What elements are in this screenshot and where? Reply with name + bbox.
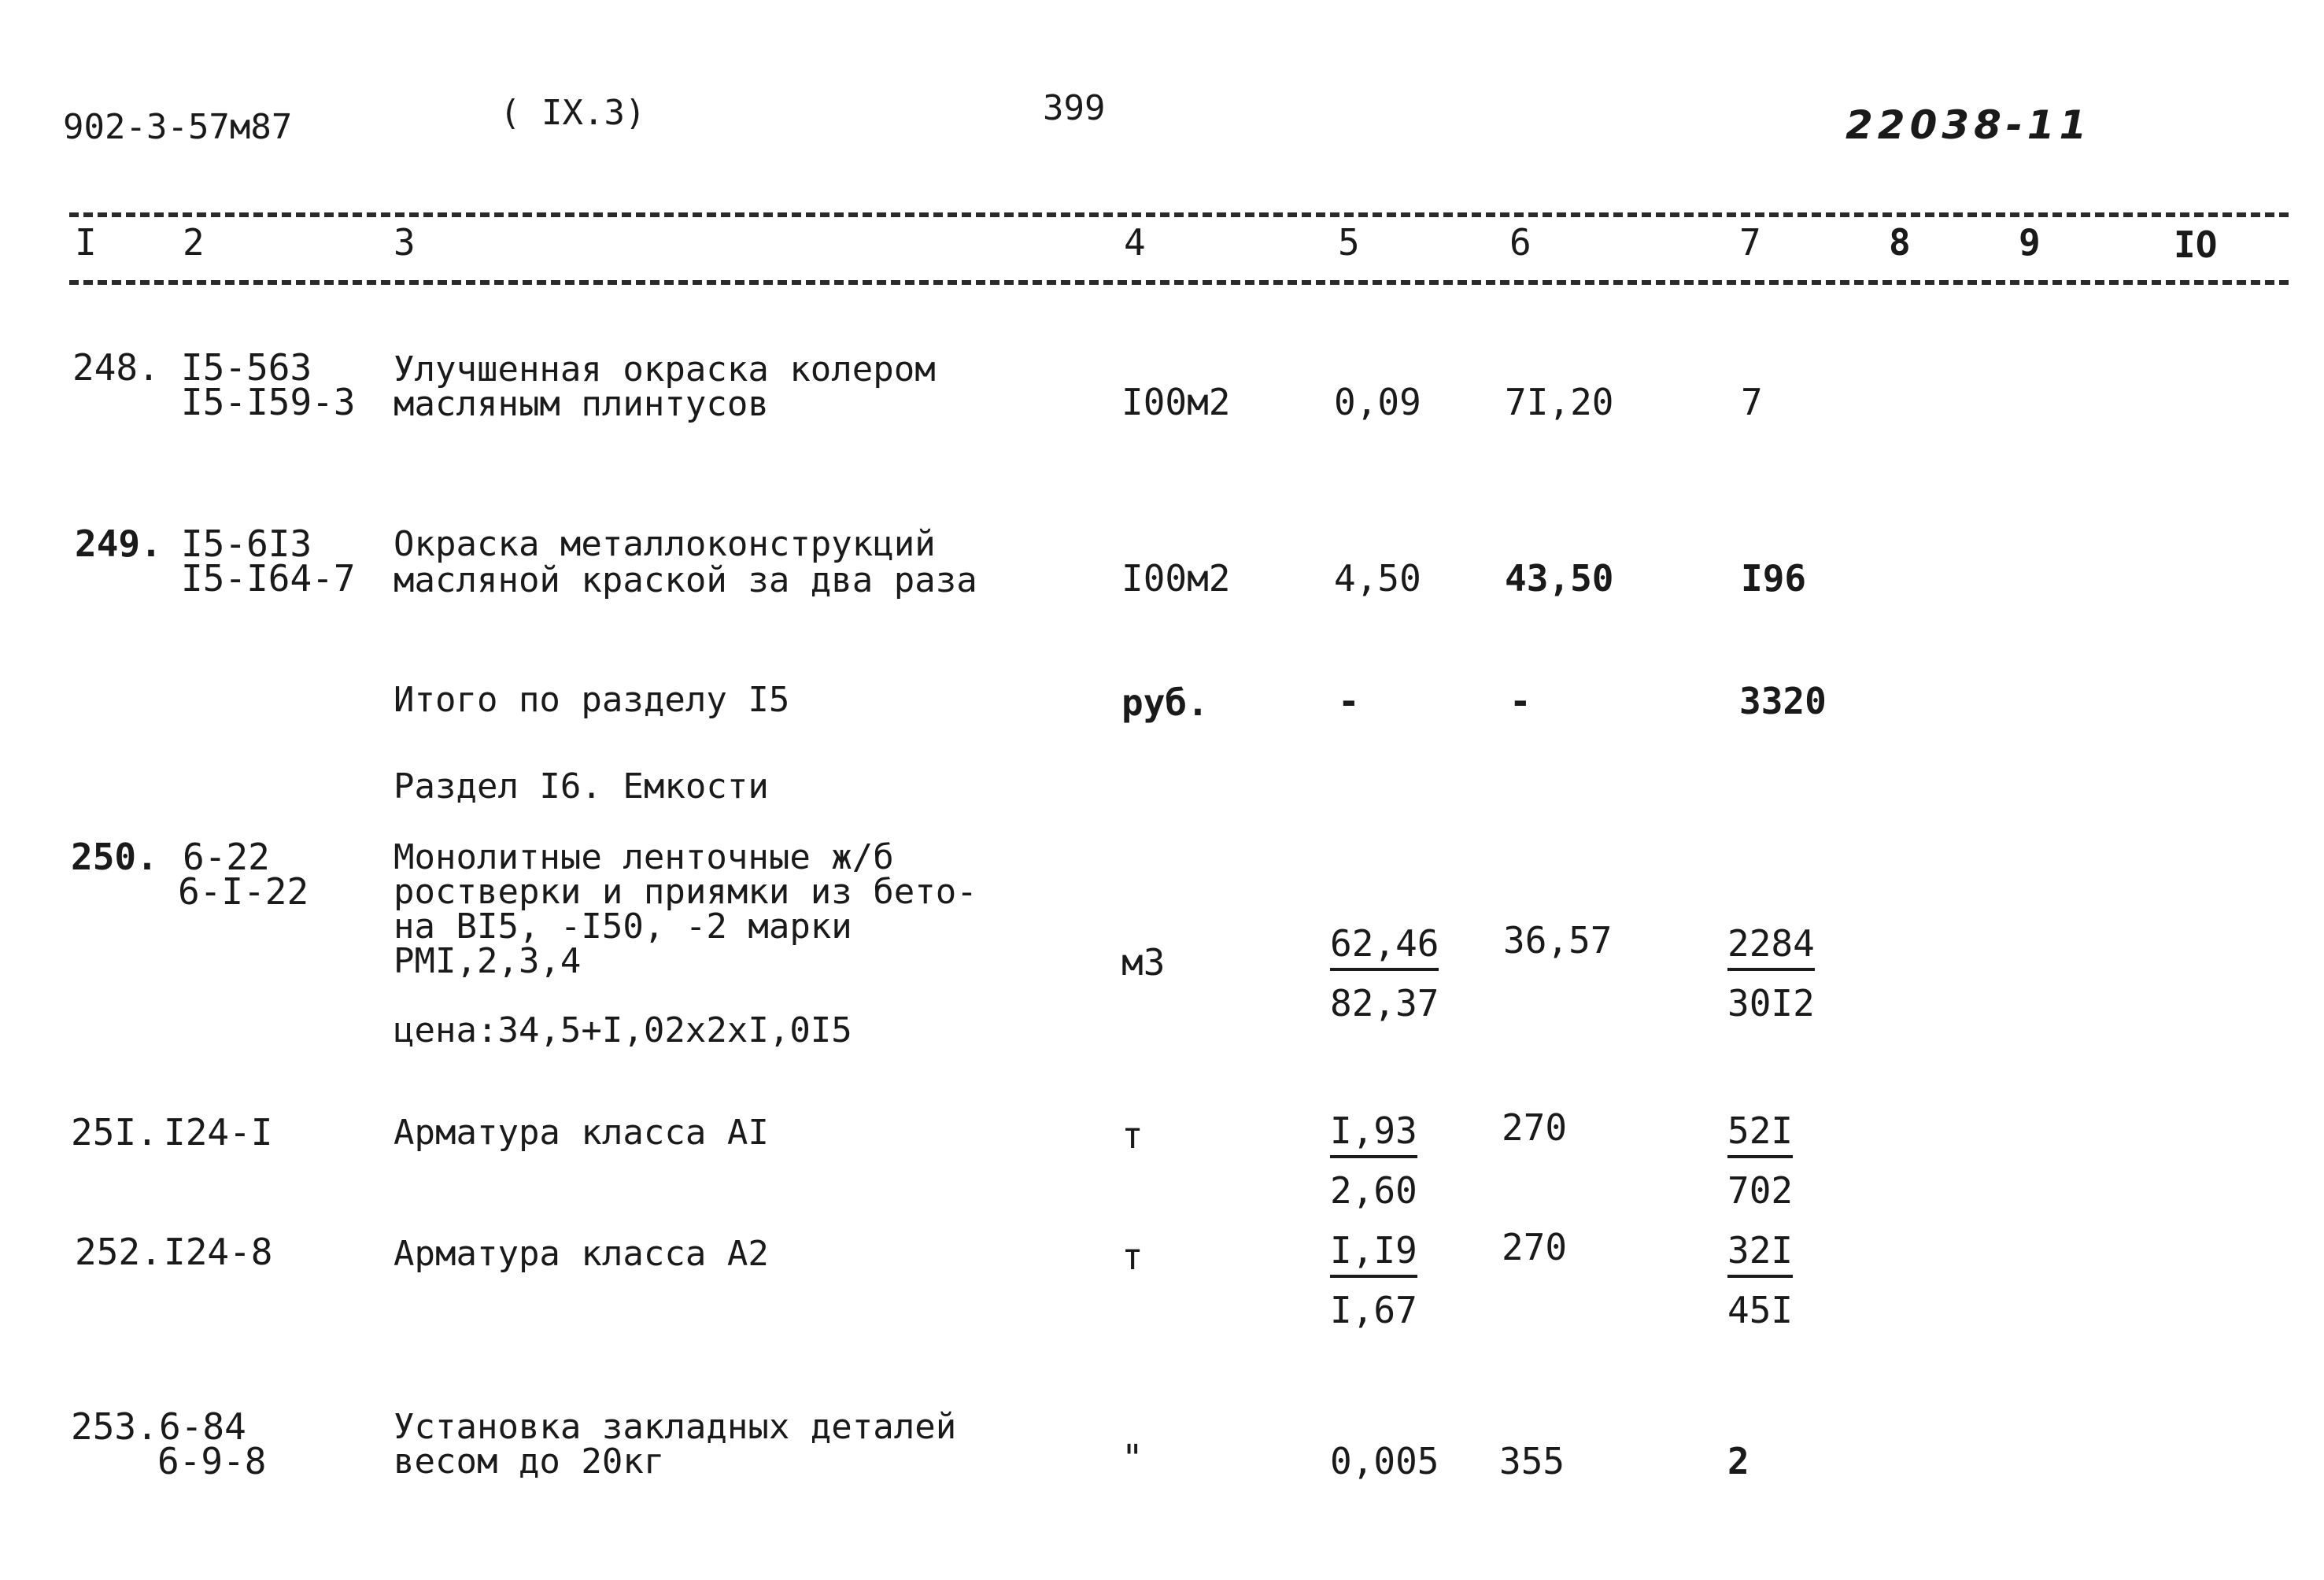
unit-price: 43,50 [1505,557,1614,600]
work-description: на BI5, -I50, -2 марки [393,906,852,947]
norm-code-secondary: I5-I59-3 [181,381,356,423]
unit: I00м2 [1121,557,1231,600]
quantity-fraction [1330,922,1439,1024]
doc-code: 902-3-57м87 [63,107,293,147]
col-header-2: 2 [183,221,205,264]
total-cost: 7 [1741,381,1763,423]
row-number: 252. [75,1231,162,1273]
total-cost: I96 [1741,557,1807,600]
row-number: 25I. [71,1111,158,1154]
unit-price: 7I,20 [1505,381,1614,423]
unit: м3 [1121,941,1166,984]
norm-code-secondary: 6-I-22 [178,870,309,913]
col-header-1: I [75,221,97,264]
unit-price: 270 [1502,1226,1568,1268]
quantity: 0,09 [1334,381,1421,423]
row-number: 250. [71,836,158,878]
quantity: 62,46 [1330,922,1439,971]
total-cost: 32I [1727,1229,1793,1278]
col-header-7: 7 [1739,221,1761,264]
row-number: 248. [72,346,160,389]
total-cost: 52I [1727,1109,1793,1158]
total-fraction [1727,922,1815,1024]
quantity-adjusted: I,67 [1330,1289,1417,1331]
col-header-5: 5 [1338,221,1360,264]
unit-price: 270 [1502,1106,1568,1149]
page-number: 399 [1043,88,1106,128]
quantity-fraction [1330,1229,1417,1331]
work-description: весом до 20кг [393,1442,665,1482]
quantity-adjusted: 82,37 [1330,982,1439,1024]
work-description: Окраска металлоконструкций [393,524,936,564]
quantity: I,I9 [1330,1229,1417,1278]
work-description: ростверки и приямки из бето- [393,872,977,912]
unit-price: - [1509,680,1531,722]
work-description: Улучшенная окраска колером [393,349,936,389]
quantity: I,93 [1330,1109,1417,1158]
unit: т [1121,1235,1144,1278]
norm-code: 6-22 [183,836,270,878]
work-description: Монолитные ленточные ж/б [393,837,894,877]
row-number: 253. [71,1405,158,1448]
total-cost-adjusted: 45I [1727,1289,1794,1331]
col-header-6: 6 [1509,221,1531,264]
norm-code: I5-6I3 [181,522,312,565]
unit-price: 355 [1499,1440,1565,1482]
col-header-4: 4 [1124,221,1146,264]
header-rule-bottom [69,280,2289,285]
section-total-label: Итого по разделу I5 [393,680,790,720]
total-cost: 2 [1727,1440,1749,1482]
unit: руб. [1121,681,1209,724]
norm-code-secondary: 6-9-8 [157,1440,267,1482]
total-cost: 2284 [1727,922,1815,971]
section-heading: Раздел I6. Емкости [393,766,769,807]
unit: I00м2 [1121,381,1231,423]
unit: " [1121,1437,1144,1479]
quantity-fraction [1330,1109,1417,1212]
total-fraction [1727,1229,1793,1331]
archive-number: 22038-11 [1846,102,2092,148]
quantity: 0,005 [1330,1440,1439,1482]
work-description: масляным плинтусов [393,384,769,424]
quantity-adjusted: 2,60 [1330,1169,1417,1212]
col-header-8: 8 [1889,221,1911,264]
norm-code: 6-84 [159,1405,246,1448]
total-cost: 3320 [1739,680,1827,722]
work-description: Арматура класса AI [393,1113,769,1153]
total-fraction [1727,1109,1793,1212]
work-description: Установка закладных деталей [393,1407,957,1447]
work-description: масляной краской за два раза [393,560,977,600]
header-rule-top [69,212,2289,217]
row-number: 249. [75,522,162,565]
col-header-3: 3 [393,221,416,264]
work-description: Арматура класса A2 [393,1234,769,1274]
quantity: 4,50 [1334,557,1421,600]
norm-code-secondary: I5-I64-7 [181,557,356,600]
total-cost-adjusted: 30I2 [1727,982,1815,1024]
norm-code: I24-8 [164,1231,273,1273]
unit: т [1121,1114,1144,1157]
norm-code: I24-I [164,1111,273,1154]
section-ref: ( IX.3) [500,93,646,133]
quantity: - [1338,680,1360,722]
total-cost-adjusted: 702 [1727,1169,1794,1212]
norm-code: I5-563 [181,346,312,389]
price-note: цена:34,5+I,02x2xI,0I5 [393,1010,852,1050]
col-header-9: 9 [2019,221,2041,264]
unit-price: 36,57 [1503,919,1613,962]
work-description: PMI,2,3,4 [393,941,582,981]
col-header-10: IO [2174,223,2218,266]
